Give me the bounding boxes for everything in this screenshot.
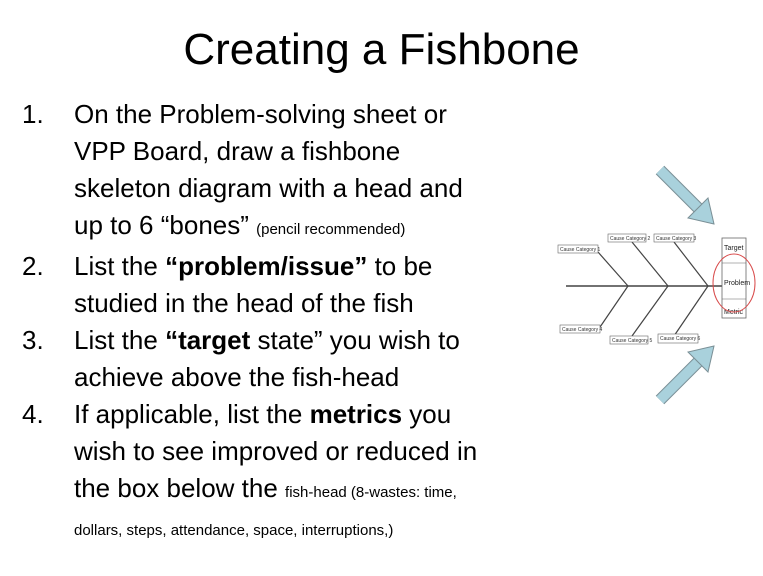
step-text-line	[74, 396, 560, 433]
metric-label: Metric	[724, 309, 744, 316]
step-text: you	[402, 399, 452, 429]
step-4	[0, 396, 560, 551]
cause-label: Cause Category 2	[610, 236, 651, 242]
cause-label: Cause Category 5	[612, 338, 653, 344]
step-3	[0, 322, 560, 396]
step-note: fish-head (8-wastes: time,	[285, 484, 457, 501]
step-2	[0, 248, 560, 322]
fishbone-bone	[632, 242, 668, 286]
target-label: Target	[724, 245, 744, 252]
fishbone-diagram	[528, 162, 763, 412]
fishbone-bone	[674, 286, 708, 336]
step-text-line: On the Problem-solving sheet or	[74, 99, 447, 129]
step-note-line: dollars, steps, attendance, space, interruptions,)	[74, 522, 394, 539]
step-text: List the	[74, 325, 166, 355]
step-text: If applicable, list the	[74, 399, 310, 429]
slide-title: Creating a Fishbone	[183, 25, 580, 74]
arrow-up-icon	[660, 346, 714, 400]
cause-label: Cause Category 3	[656, 236, 697, 242]
step-text: state” you wish to	[250, 325, 460, 355]
fishbone-bone	[632, 286, 668, 336]
steps-list	[0, 96, 560, 551]
step-number: 2.	[22, 251, 44, 281]
step-text-line: skeleton diagram with a head and	[74, 173, 463, 203]
step-number: 3.	[22, 325, 44, 355]
step-text: the box below the	[74, 473, 286, 503]
step-text-line	[74, 248, 560, 285]
step-text-line: VPP Board, draw a fishbone	[74, 136, 401, 166]
fishbone-svg	[528, 162, 763, 412]
step-emphasis: “problem/issue”	[165, 251, 368, 281]
step-text-line	[74, 322, 560, 359]
step-text-line	[74, 207, 560, 248]
step-1	[0, 96, 560, 248]
fishbone-bone	[598, 252, 628, 286]
step-text: List the	[74, 251, 166, 281]
step-emphasis: metrics	[309, 399, 403, 429]
step-number: 4.	[22, 399, 44, 429]
step-emphasis: “target	[165, 325, 251, 355]
cause-label: Cause Category 4	[562, 327, 603, 333]
step-text-line: achieve above the fish-head	[74, 362, 400, 392]
cause-label: Cause Category 1	[560, 247, 601, 253]
step-text-line: studied in the head of the fish	[74, 288, 414, 318]
step-text: up to 6 “bones”	[74, 210, 249, 240]
cause-label: Cause Category 6	[660, 336, 701, 342]
fishbone-bone	[674, 242, 708, 286]
arrow-down-icon	[660, 170, 714, 224]
step-note: (pencil recommended)	[256, 221, 406, 238]
step-text-line: wish to see improved or reduced in	[74, 436, 478, 466]
fishbone-bone	[598, 286, 628, 330]
step-text: to be	[367, 251, 433, 281]
problem-label: Problem	[724, 280, 751, 287]
step-number: 1.	[22, 99, 44, 129]
step-text-line	[74, 470, 560, 511]
